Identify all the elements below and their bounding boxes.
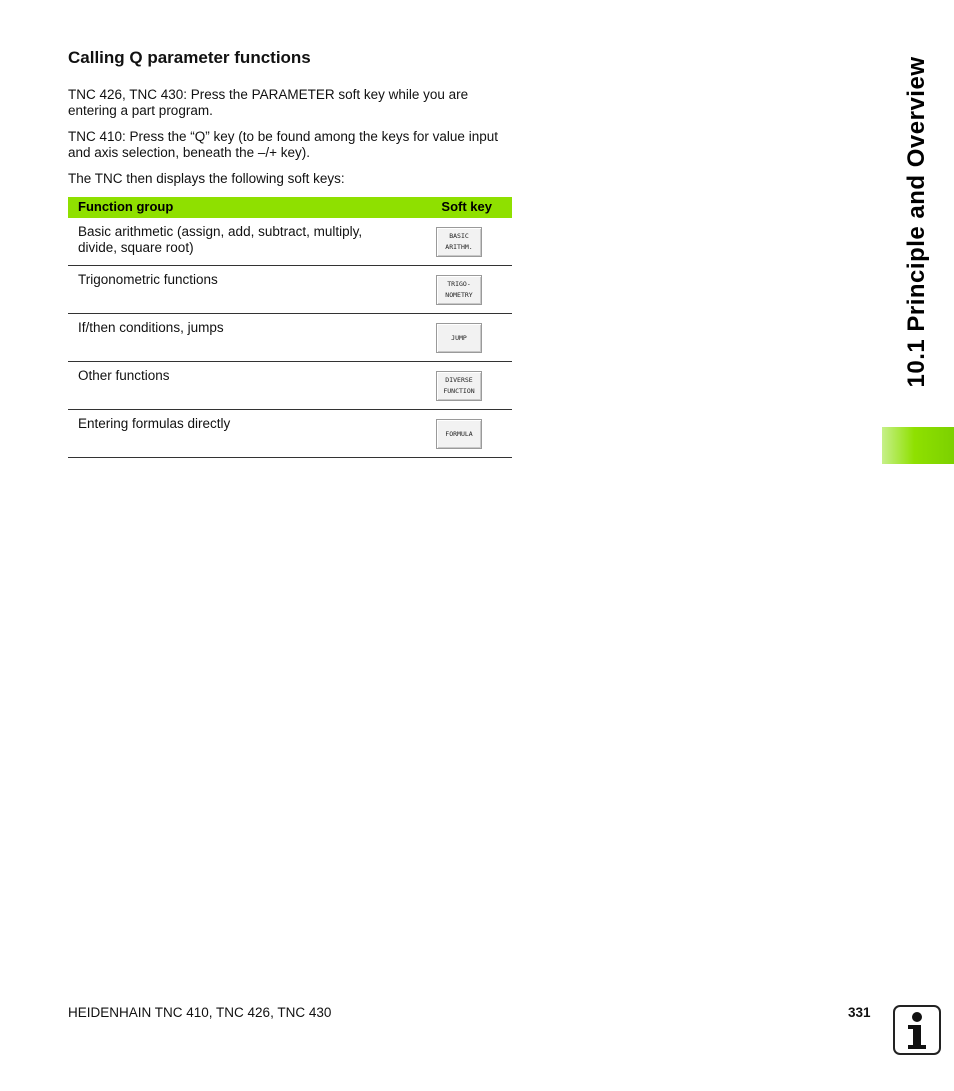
page-number: 331 [848, 1005, 871, 1020]
softkey-label: FUNCTION [443, 387, 475, 395]
table-row [68, 410, 512, 458]
row-description: Trigonometric functions [78, 272, 218, 287]
formula-softkey[interactable] [436, 419, 482, 449]
table-row [68, 362, 512, 410]
paragraph-softkeys-intro: The TNC then displays the following soft keys: [68, 171, 345, 186]
header-soft-key: Soft key [441, 199, 492, 214]
paragraph-tnc410: TNC 410: Press the “Q” key (to be found among the keys for value input and axis selection, beneath the –/+ key). [68, 129, 498, 160]
table-row [68, 314, 512, 362]
paragraph-tnc426-430: TNC 426, TNC 430: Press the PARAMETER soft key while you are entering a part program. [68, 87, 469, 118]
info-glyph-icon [895, 1007, 939, 1053]
softkey-label: ARITHM. [445, 243, 473, 251]
softkey-label: DIVERSE [445, 376, 473, 384]
softkey-label: JUMP [451, 333, 467, 342]
header-function-group: Function group [78, 199, 174, 214]
row-description: Entering formulas directly [78, 416, 231, 431]
softkey-label: FORMULA [445, 429, 473, 438]
table-row [68, 218, 512, 266]
row-description: Basic arithmetic (assign, add, subtract, multiply, divide, square root) [78, 224, 363, 255]
footer-product: HEIDENHAIN TNC 410, TNC 426, TNC 430 [68, 1005, 332, 1020]
row-description: Other functions [78, 368, 170, 383]
basic-arithm-softkey[interactable] [436, 227, 482, 257]
jump-softkey[interactable] [436, 323, 482, 353]
table-row [68, 266, 512, 314]
chapter-tab-marker [882, 427, 954, 464]
chapter-title: 10.1 Principle and Overview [903, 56, 930, 388]
chapter-side-title [880, 0, 954, 420]
diverse-function-softkey[interactable] [436, 371, 482, 401]
softkey-label: NOMETRY [445, 291, 473, 299]
row-description: If/then conditions, jumps [78, 320, 224, 335]
info-icon [893, 1005, 941, 1055]
table-header [68, 197, 512, 218]
softkey-label: BASIC [449, 232, 469, 240]
trigonometry-softkey[interactable] [436, 275, 482, 305]
section-heading: Calling Q parameter functions [68, 48, 311, 67]
softkey-label: TRIGO- [447, 280, 471, 288]
softkey-table [68, 197, 512, 458]
